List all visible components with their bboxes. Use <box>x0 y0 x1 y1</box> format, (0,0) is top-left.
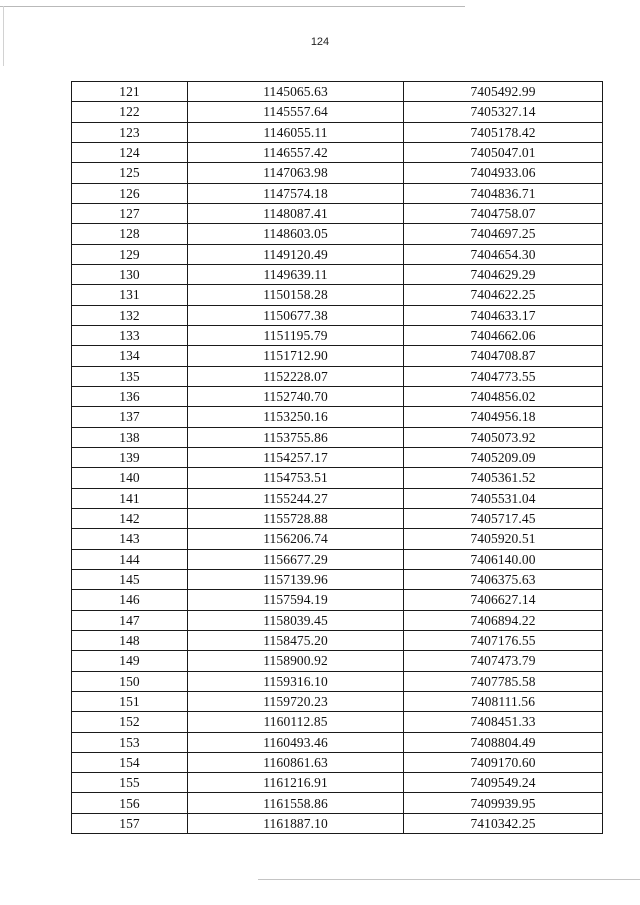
point-number-cell: 138 <box>72 427 188 447</box>
point-number-cell: 122 <box>72 102 188 122</box>
point-number-cell: 133 <box>72 325 188 345</box>
point-number-cell: 153 <box>72 732 188 752</box>
x-coordinate-cell: 1161216.91 <box>188 773 404 793</box>
table-row <box>72 488 603 508</box>
x-coordinate-cell: 1146055.11 <box>188 122 404 142</box>
x-coordinate-cell: 1158900.92 <box>188 651 404 671</box>
x-coordinate-cell: 1153250.16 <box>188 407 404 427</box>
scan-edge-top <box>0 6 465 7</box>
y-coordinate-cell: 7409549.24 <box>404 773 603 793</box>
table-row <box>72 142 603 162</box>
y-coordinate-cell: 7405492.99 <box>404 82 603 102</box>
page-number: 124 <box>310 36 330 48</box>
table-row <box>72 468 603 488</box>
point-number-cell: 151 <box>72 691 188 711</box>
y-coordinate-cell: 7405047.01 <box>404 142 603 162</box>
point-number-cell: 123 <box>72 122 188 142</box>
x-coordinate-cell: 1159316.10 <box>188 671 404 691</box>
table-row <box>72 346 603 366</box>
table-row <box>72 691 603 711</box>
x-coordinate-cell: 1155728.88 <box>188 508 404 528</box>
point-number-cell: 143 <box>72 529 188 549</box>
table-row <box>72 325 603 345</box>
table-row <box>72 447 603 467</box>
y-coordinate-cell: 7405327.14 <box>404 102 603 122</box>
table-row <box>72 427 603 447</box>
y-coordinate-cell: 7404856.02 <box>404 386 603 406</box>
y-coordinate-cell: 7405209.09 <box>404 447 603 467</box>
table-row <box>72 203 603 223</box>
point-number-cell: 154 <box>72 752 188 772</box>
x-coordinate-cell: 1148603.05 <box>188 224 404 244</box>
y-coordinate-cell: 7406140.00 <box>404 549 603 569</box>
table-row <box>72 773 603 793</box>
y-coordinate-cell: 7404654.30 <box>404 244 603 264</box>
table-row <box>72 671 603 691</box>
y-coordinate-cell: 7406894.22 <box>404 610 603 630</box>
table-row <box>72 407 603 427</box>
x-coordinate-cell: 1158475.20 <box>188 630 404 650</box>
point-number-cell: 150 <box>72 671 188 691</box>
table-row <box>72 244 603 264</box>
x-coordinate-cell: 1146557.42 <box>188 142 404 162</box>
coordinates-table <box>71 81 603 834</box>
point-number-cell: 124 <box>72 142 188 162</box>
point-number-cell: 136 <box>72 386 188 406</box>
y-coordinate-cell: 7407176.55 <box>404 630 603 650</box>
point-number-cell: 141 <box>72 488 188 508</box>
y-coordinate-cell: 7406375.63 <box>404 569 603 589</box>
table-row <box>72 529 603 549</box>
table-row <box>72 285 603 305</box>
x-coordinate-cell: 1161887.10 <box>188 813 404 833</box>
table-row <box>72 508 603 528</box>
y-coordinate-cell: 7404662.06 <box>404 325 603 345</box>
point-number-cell: 157 <box>72 813 188 833</box>
table-row <box>72 793 603 813</box>
y-coordinate-cell: 7407473.79 <box>404 651 603 671</box>
x-coordinate-cell: 1147063.98 <box>188 163 404 183</box>
table-row <box>72 630 603 650</box>
table-row <box>72 590 603 610</box>
table-row <box>72 386 603 406</box>
coordinates-table-body <box>72 82 603 834</box>
table-row <box>72 610 603 630</box>
table-row <box>72 752 603 772</box>
point-number-cell: 127 <box>72 203 188 223</box>
y-coordinate-cell: 7408111.56 <box>404 691 603 711</box>
y-coordinate-cell: 7404758.07 <box>404 203 603 223</box>
y-coordinate-cell: 7404836.71 <box>404 183 603 203</box>
x-coordinate-cell: 1156206.74 <box>188 529 404 549</box>
y-coordinate-cell: 7405178.42 <box>404 122 603 142</box>
x-coordinate-cell: 1154753.51 <box>188 468 404 488</box>
x-coordinate-cell: 1150158.28 <box>188 285 404 305</box>
point-number-cell: 125 <box>72 163 188 183</box>
x-coordinate-cell: 1151195.79 <box>188 325 404 345</box>
y-coordinate-cell: 7405361.52 <box>404 468 603 488</box>
scan-edge-bottom <box>258 879 640 880</box>
point-number-cell: 135 <box>72 366 188 386</box>
point-number-cell: 131 <box>72 285 188 305</box>
table-row <box>72 82 603 102</box>
x-coordinate-cell: 1152740.70 <box>188 386 404 406</box>
x-coordinate-cell: 1150677.38 <box>188 305 404 325</box>
point-number-cell: 121 <box>72 82 188 102</box>
x-coordinate-cell: 1152228.07 <box>188 366 404 386</box>
point-number-cell: 146 <box>72 590 188 610</box>
table-row <box>72 549 603 569</box>
x-coordinate-cell: 1161558.86 <box>188 793 404 813</box>
y-coordinate-cell: 7404773.55 <box>404 366 603 386</box>
table-row <box>72 813 603 833</box>
x-coordinate-cell: 1160112.85 <box>188 712 404 732</box>
y-coordinate-cell: 7404933.06 <box>404 163 603 183</box>
y-coordinate-cell: 7404633.17 <box>404 305 603 325</box>
table-row <box>72 163 603 183</box>
table-row <box>72 224 603 244</box>
point-number-cell: 147 <box>72 610 188 630</box>
y-coordinate-cell: 7405717.45 <box>404 508 603 528</box>
x-coordinate-cell: 1158039.45 <box>188 610 404 630</box>
table-row <box>72 183 603 203</box>
point-number-cell: 132 <box>72 305 188 325</box>
x-coordinate-cell: 1156677.29 <box>188 549 404 569</box>
table-row <box>72 102 603 122</box>
table-row <box>72 651 603 671</box>
point-number-cell: 129 <box>72 244 188 264</box>
y-coordinate-cell: 7404708.87 <box>404 346 603 366</box>
x-coordinate-cell: 1153755.86 <box>188 427 404 447</box>
point-number-cell: 140 <box>72 468 188 488</box>
x-coordinate-cell: 1149639.11 <box>188 264 404 284</box>
y-coordinate-cell: 7404956.18 <box>404 407 603 427</box>
point-number-cell: 126 <box>72 183 188 203</box>
y-coordinate-cell: 7405531.04 <box>404 488 603 508</box>
table-row <box>72 366 603 386</box>
point-number-cell: 139 <box>72 447 188 467</box>
point-number-cell: 156 <box>72 793 188 813</box>
y-coordinate-cell: 7404697.25 <box>404 224 603 244</box>
y-coordinate-cell: 7405073.92 <box>404 427 603 447</box>
table-row <box>72 264 603 284</box>
y-coordinate-cell: 7408451.33 <box>404 712 603 732</box>
y-coordinate-cell: 7404622.25 <box>404 285 603 305</box>
y-coordinate-cell: 7409939.95 <box>404 793 603 813</box>
point-number-cell: 128 <box>72 224 188 244</box>
table-row <box>72 305 603 325</box>
point-number-cell: 152 <box>72 712 188 732</box>
x-coordinate-cell: 1149120.49 <box>188 244 404 264</box>
x-coordinate-cell: 1145065.63 <box>188 82 404 102</box>
point-number-cell: 137 <box>72 407 188 427</box>
y-coordinate-cell: 7410342.25 <box>404 813 603 833</box>
x-coordinate-cell: 1157594.19 <box>188 590 404 610</box>
x-coordinate-cell: 1159720.23 <box>188 691 404 711</box>
x-coordinate-cell: 1160493.46 <box>188 732 404 752</box>
y-coordinate-cell: 7405920.51 <box>404 529 603 549</box>
x-coordinate-cell: 1157139.96 <box>188 569 404 589</box>
point-number-cell: 142 <box>72 508 188 528</box>
x-coordinate-cell: 1145557.64 <box>188 102 404 122</box>
point-number-cell: 134 <box>72 346 188 366</box>
x-coordinate-cell: 1147574.18 <box>188 183 404 203</box>
y-coordinate-cell: 7404629.29 <box>404 264 603 284</box>
point-number-cell: 145 <box>72 569 188 589</box>
y-coordinate-cell: 7407785.58 <box>404 671 603 691</box>
point-number-cell: 130 <box>72 264 188 284</box>
y-coordinate-cell: 7406627.14 <box>404 590 603 610</box>
table-row <box>72 122 603 142</box>
point-number-cell: 148 <box>72 630 188 650</box>
table-row <box>72 569 603 589</box>
x-coordinate-cell: 1155244.27 <box>188 488 404 508</box>
x-coordinate-cell: 1151712.90 <box>188 346 404 366</box>
x-coordinate-cell: 1160861.63 <box>188 752 404 772</box>
table-row <box>72 732 603 752</box>
point-number-cell: 144 <box>72 549 188 569</box>
point-number-cell: 149 <box>72 651 188 671</box>
x-coordinate-cell: 1148087.41 <box>188 203 404 223</box>
y-coordinate-cell: 7409170.60 <box>404 752 603 772</box>
y-coordinate-cell: 7408804.49 <box>404 732 603 752</box>
point-number-cell: 155 <box>72 773 188 793</box>
x-coordinate-cell: 1154257.17 <box>188 447 404 467</box>
table-row <box>72 712 603 732</box>
